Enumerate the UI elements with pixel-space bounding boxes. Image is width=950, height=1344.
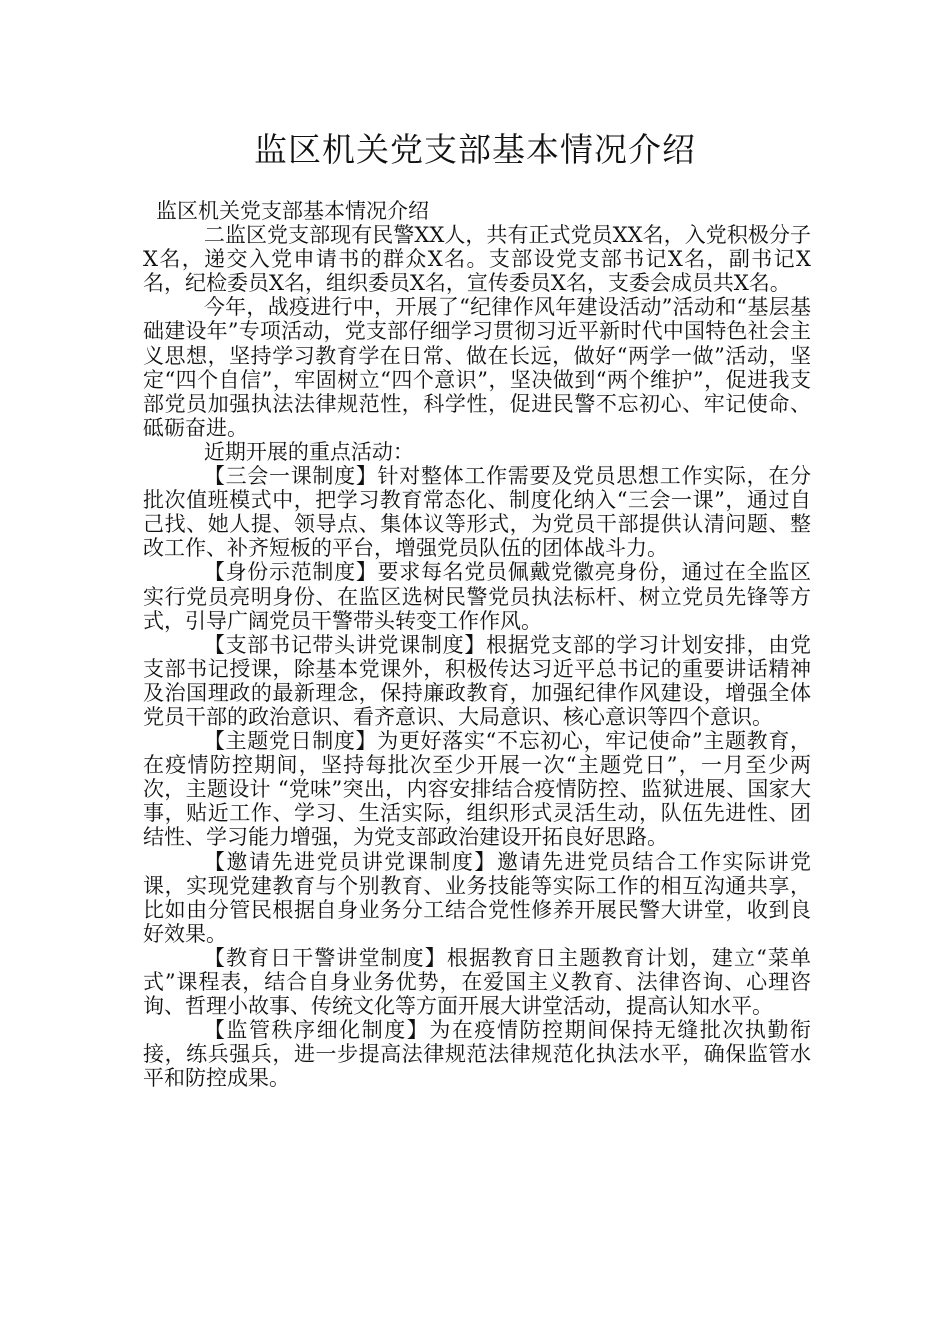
document-body xyxy=(143,199,811,1090)
paragraph-education-day-forum: 【教育日干警讲堂制度】根据教育日主题教育计划，建立“菜单式”课程表，结合自身业务优势，在爱国主义教育、法律咨询、心理咨询、哲理小故事、传统文化等方面开展大讲堂活动，提高认知水平。 xyxy=(143,945,811,1019)
paragraph-identity-demonstration: 【身份示范制度】要求每名党员佩戴党徽亮身份，通过在全监区实行党员亮明身份、在监区选树民警党员执法标杆、树立党员先锋等方式，引导广阔党员干警带头转变工作作风。 xyxy=(143,560,811,633)
paragraph-supervision-order: 【监管秩序细化制度】为在疫情防控期间保持无缝批次执勤衔接，练兵强兵，进一步提高法律规范法律规范化执法水平，确保监管水平和防控成果。 xyxy=(143,1018,811,1091)
paragraph-three-meetings-one-lesson: 【三会一课制度】针对整体工作需要及党员思想工作实际，在分批次值班模式中，把学习教育常态化、制度化纳入“三会一课”，通过自己找、她人提、领导点、集体议等形式，为党员干部提供认清问题、整改工作、补齐短板的平台，增强党员队伍的团体战斗力。 xyxy=(143,464,811,561)
paragraph-theme-party-day: 【主题党日制度】为更好落实“不忘初心，牢记使命”主题教育，在疫情防控期间，坚持每批次至少开展一次“主题党日”，一月至少两次，主题设计 “党味”突出，内容安排结合疫情防控、监狱进展、国家大事，贴近工作、学习、生活实际，组织形式灵活生动，队伍先进性、团结性、学习能力增强，为党支部政治建设开拓良好思路。 xyxy=(143,729,811,850)
document-subtitle: 监区机关党支部基本情况介绍 xyxy=(156,199,429,223)
paragraph-secretary-lectures: 【支部书记带头讲党课制度】根据党支部的学习计划安排，由党支部书记授课，除基本党课外，积极传达习近平总书记的重要讲话精神及治国理政的最新理念，保持廉政教育，加强纪律作风建设，增强全体党员干部的政治意识、看齐意识、大局意识、核心意识等四个意识。 xyxy=(143,632,811,729)
paragraph-key-activities-heading: 近期开展的重点活动： xyxy=(203,439,414,464)
paragraph-advanced-member-lectures: 【邀请先进党员讲党课制度】邀请先进党员结合工作实际讲党课，实现党建教育与个别教育、业务技能等实际工作的相互沟通共享，比如由分管民根据自身业务分工结合党性修养开展民警大讲堂，收到良好效果。 xyxy=(143,849,811,946)
paragraph-this-year: 今年，战疫进行中，开展了“纪律作风年建设活动”活动和“基层基础建设年”专项活动，党支部仔细学习贯彻习近平新时代中国特色社会主义思想，坚持学习教育学在日常、做在长远，做好“两学一做”活动，坚定“四个自信”，牢固树立“四个意识”，坚决做到“两个维护”，促进我支部党员加强执法法律规范性，科学性，促进民警不忘初心、牢记使命、砥砺奋进。 xyxy=(143,295,811,440)
paragraph-staffing: 二监区党支部现有民警XX人，共有正式党员XX名，入党积极分子X名，递交入党申请书的群众X名。支部设党支部书记X名，副书记X名，纪检委员X名，组织委员X名，宣传委员X名，支委会成员共X名。 xyxy=(143,223,811,296)
document-title: 监区机关党支部基本情况介绍 xyxy=(254,130,696,169)
